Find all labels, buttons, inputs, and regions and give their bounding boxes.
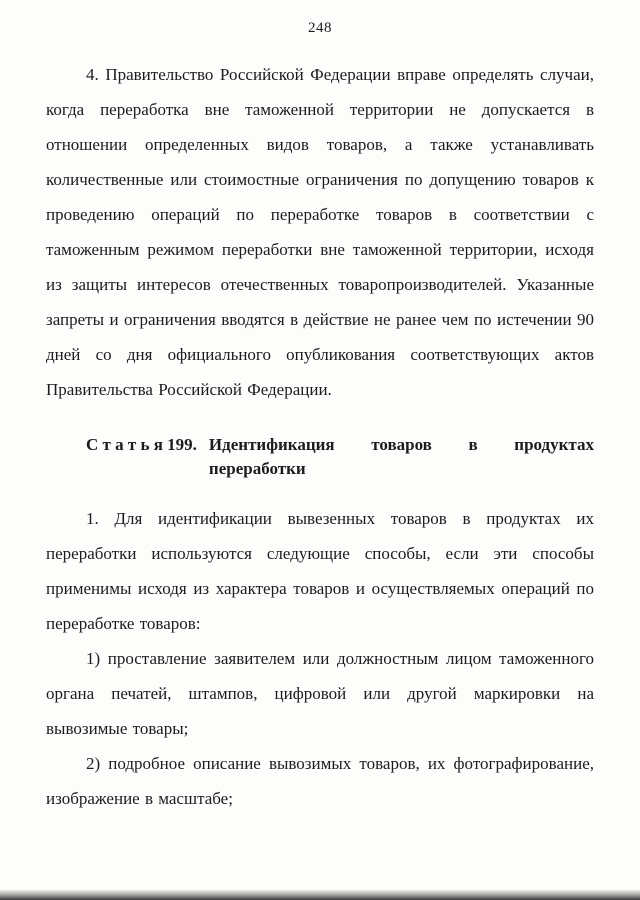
article-heading-label: С т а т ь я 199. — [86, 435, 197, 454]
article-heading — [86, 433, 594, 481]
list-item-2: 2) подробное описание вывозимых товаров, их фотографирование, изображение в масштабе; — [46, 754, 594, 808]
list-item-1: 1) проставление заявителем или должностным лицом таможенного органа печатей, штампов, цифровой или другой маркировки на вывозимые товары; — [46, 649, 594, 738]
scan-shadow-bottom — [0, 889, 640, 900]
page-number: 248 — [308, 20, 332, 36]
article-heading-title-line2: переработки — [208, 459, 306, 478]
paragraph-1: 1. Для идентификации вывезенных товаров в продуктах их переработки используются следующие способы, если эти способы применимы исходя из характера товаров и осуществляемых операций по переработке товаров: — [46, 509, 594, 633]
article-heading-title-line1: Идентификация товаров в продуктах — [208, 435, 594, 454]
paragraph-4: 4. Правительство Российской Федерации вправе определять случаи, когда переработка вне таможенной территории не допускается в отношении определенных видов товаров, а также устанавливать количественные или стоимостные ограничения по допущению товаров к проведению операций по переработке товаров в соответствии с таможенным режимом переработки вне таможенной территории, исходя из защиты интересов отечественных товаропроизводителей. Указанные запреты и ограничения вводятся в действие не ранее чем по истечении 90 дней со дня официального опубликования соответствующих актов Правительства Российской Федерации. — [46, 65, 594, 399]
article-heading-title — [209, 433, 594, 481]
